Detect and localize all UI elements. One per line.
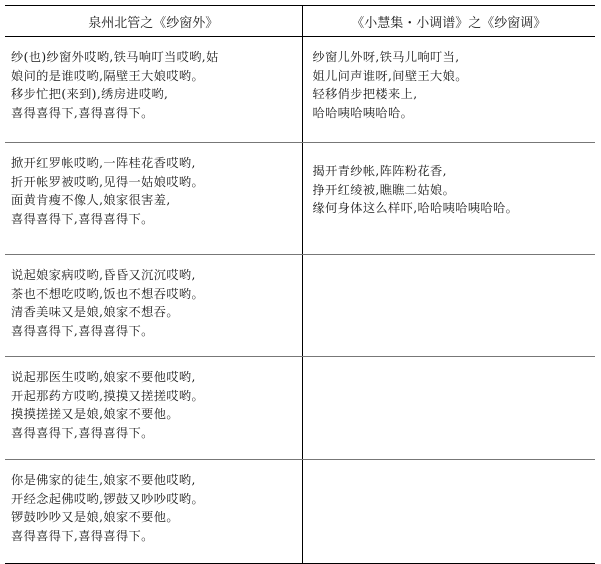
- lyric-line: 折开帐罗被哎哟,见得一姑娘哎哟。: [11, 174, 205, 189]
- left-cell: [5, 255, 302, 357]
- comparison-table: [5, 5, 595, 564]
- lyric-line: 面黄肯瘦不像人,娘家很害羞,: [11, 193, 171, 208]
- lyric-line: 茶也不想吃哎哟,饭也不想吞哎哟。: [11, 286, 205, 301]
- lyric-line: 喜得喜得下,喜得喜得下。: [11, 105, 154, 120]
- left-cell: [5, 357, 302, 460]
- lyric-line: 喜得喜得下,喜得喜得下。: [11, 323, 154, 338]
- lyric-line: 你是佛家的徒生,娘家不要他哎哟,: [11, 473, 196, 487]
- right-cell-empty: [302, 255, 595, 357]
- left-cell: [5, 143, 302, 255]
- lyric-line: 娘问的是谁哎哟,隔壁王大娘哎哟。: [11, 68, 205, 83]
- lyric-line: 喜得喜得下,喜得喜得下。: [11, 425, 154, 440]
- lyric-line: 哈哈咦哈咦哈哈。: [312, 105, 414, 120]
- lyric-line: 说起娘家病哎哟,昏昏又沉沉哎哟,: [11, 268, 196, 282]
- lyric-line: 喜得喜得下,喜得喜得下。: [11, 211, 154, 226]
- header-row: [5, 6, 595, 37]
- lyric-line: 摸摸搓搓又是娘,娘家不要他。: [11, 407, 179, 422]
- table-body: [5, 37, 595, 564]
- left-cell: [5, 460, 302, 564]
- left-cell: [5, 37, 302, 143]
- lyric-line: 挣开红绫被,瞧瞧二姑娘。: [312, 182, 456, 197]
- lyric-line: 掀开红罗帐哎哟,一阵桂花香哎哟,: [11, 156, 196, 170]
- table-row: [5, 37, 595, 143]
- table-row: [5, 143, 595, 255]
- lyric-line: 锣鼓吵吵又是娘,娘家不要他。: [11, 510, 179, 525]
- lyric-line: 缘何身体这么样吓,哈哈咦哈咦哈哈。: [312, 201, 519, 216]
- right-cell: [302, 143, 595, 255]
- right-cell: [302, 37, 595, 143]
- table-row: [5, 357, 595, 460]
- lyric-line: 纱窗儿外呀,铁马儿响叮当,: [312, 50, 460, 64]
- table-row: [5, 255, 595, 357]
- lyric-line: 开经念起佛哎哟,锣鼓又吵吵哎哟。: [11, 491, 205, 506]
- lyric-line: 开起那药方哎哟,摸摸又搓搓哎哟。: [11, 388, 205, 403]
- header-left: 泉州北管之《纱窗外》: [5, 6, 302, 37]
- lyric-line: 揭开青纱帐,阵阵粉花香,: [312, 164, 447, 178]
- table-row: [5, 460, 595, 564]
- right-cell-empty: [302, 460, 595, 564]
- right-cell-empty: [302, 357, 595, 460]
- lyric-line: 姐儿问声谁呀,间壁王大娘。: [312, 68, 468, 83]
- lyric-line: 轻移俏步把楼来上,: [312, 87, 418, 102]
- lyric-line: 说起那医生哎哟,娘家不要他哎哟,: [11, 370, 196, 384]
- table-header: [5, 6, 595, 37]
- lyric-line: 移步忙把(来到),绣房进哎哟,: [11, 87, 169, 102]
- lyric-line: 清香美味又是娘,娘家不想吞。: [11, 305, 179, 320]
- header-right: 《小慧集・小调谱》之《纱窗调》: [302, 6, 595, 37]
- lyric-line: 纱(也)纱窗外哎哟,铁马响叮当哎哟,姑: [11, 50, 219, 64]
- lyric-line: 喜得喜得下,喜得喜得下。: [11, 528, 154, 543]
